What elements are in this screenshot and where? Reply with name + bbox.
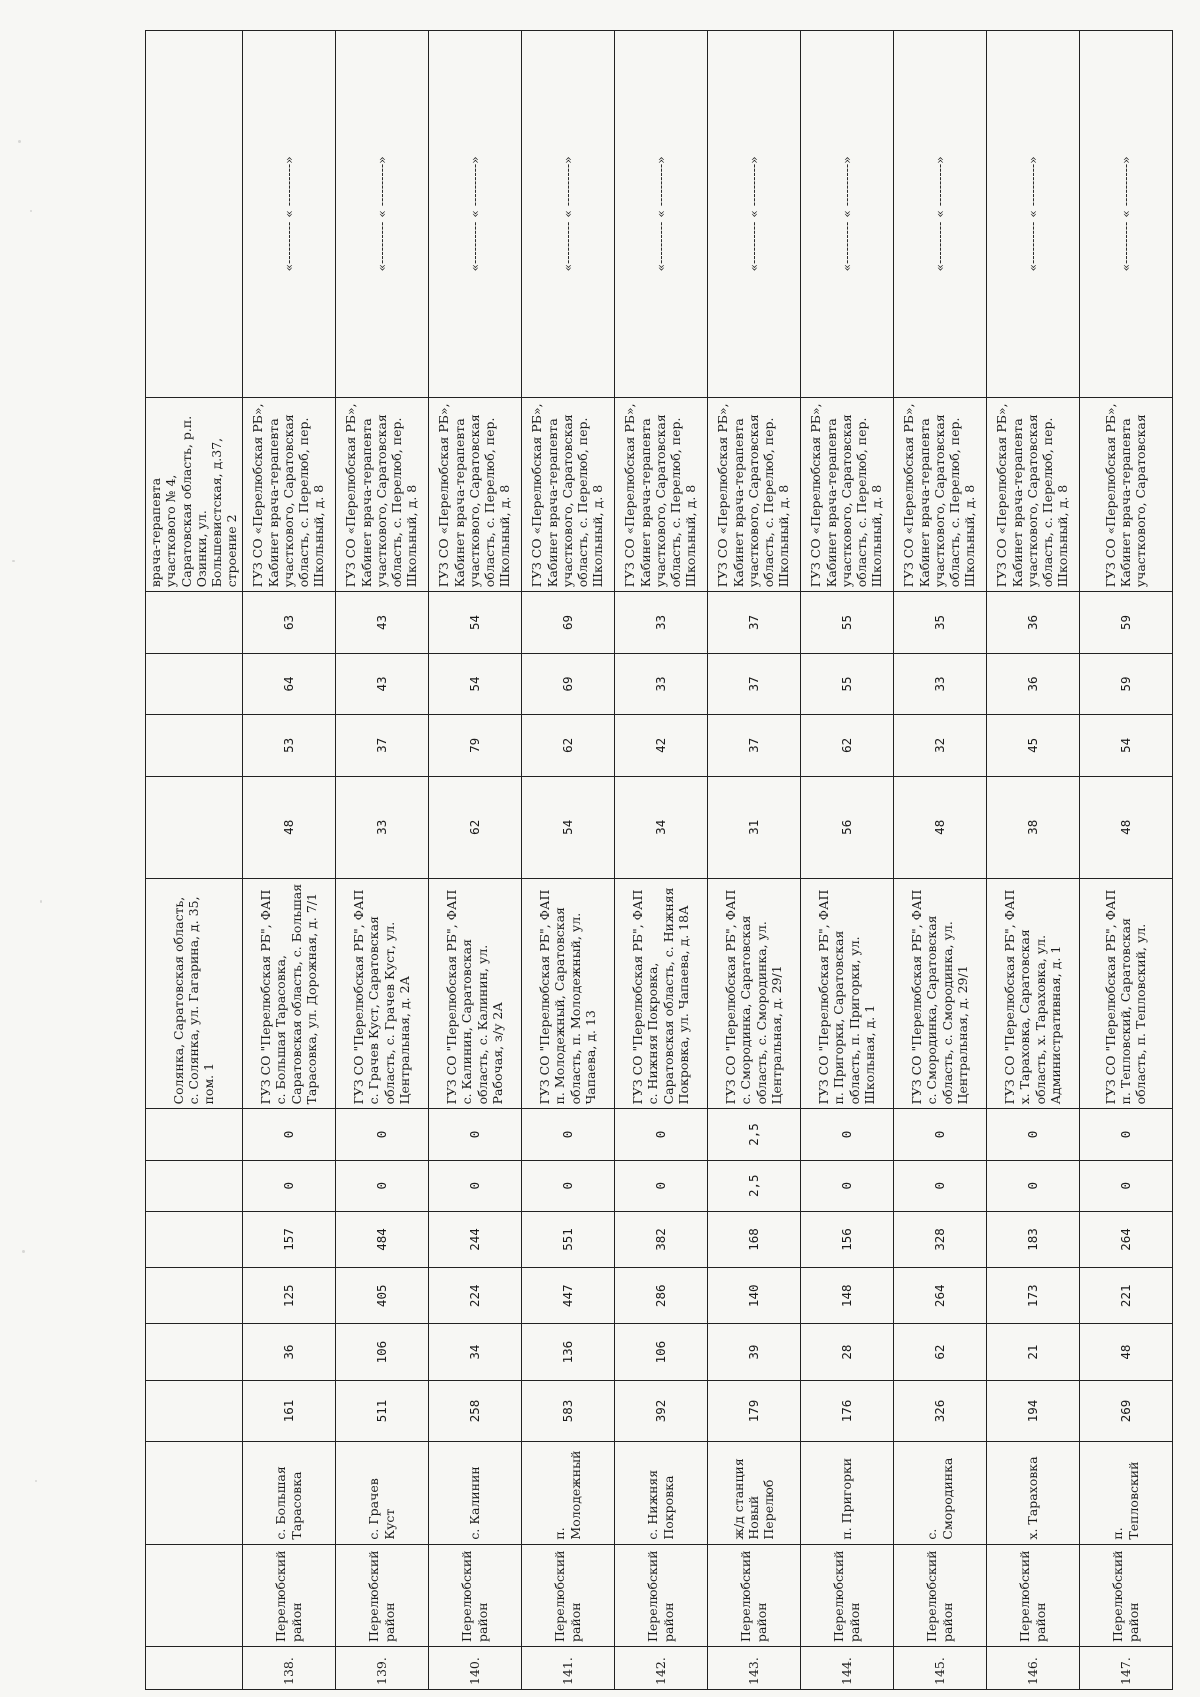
value-cell: 35 xyxy=(893,592,986,653)
value-cell: 48 xyxy=(1079,1324,1172,1380)
value-cell: 62 xyxy=(893,1324,986,1380)
row-number: 139. xyxy=(335,1647,428,1690)
value-cell: 511 xyxy=(335,1380,428,1441)
value-cell: 55 xyxy=(800,653,893,714)
value-cell: 53 xyxy=(242,715,335,776)
settlement-cell: ж/д станция Новый Перелюб xyxy=(707,1442,800,1544)
office-cell: ГУЗ СО «Перелюбская РБ», Кабинет врача-терапевта участкового, Саратовская область, с. Перелюб, пер. Школьный, д. 8 xyxy=(800,397,893,592)
value-cell: 54 xyxy=(428,592,521,653)
value-cell: 32 xyxy=(893,715,986,776)
row-number: 142. xyxy=(614,1647,707,1690)
row-number: 147. xyxy=(1079,1647,1172,1690)
office-cell: ГУЗ СО «Перелюбская РБ», Кабинет врача-терапевта участкового, Саратовская область, с. Перелюб, пер. Школьный, д. 8 xyxy=(986,397,1079,592)
settlement-cell: с. Смородинка xyxy=(893,1442,986,1544)
office-cell: ГУЗ СО «Перелюбская РБ», Кабинет врача-терапевта участкового, Саратовская xyxy=(1079,397,1172,592)
district-cell: Перелюбский район xyxy=(1079,1544,1172,1646)
settlement-cell: с. Большая Тарасовка xyxy=(242,1442,335,1544)
table-row-continuation xyxy=(146,31,243,1690)
office-cell: ГУЗ СО «Перелюбская РБ», Кабинет врача-терапевта участкового, Саратовская область, с. Перелюб, пер. Школьный, д. 8 xyxy=(707,397,800,592)
value-cell: 0 xyxy=(335,1160,428,1211)
value-cell: 125 xyxy=(242,1268,335,1324)
value-cell: 551 xyxy=(521,1211,614,1267)
ditto-mark: «---------- « ----------» xyxy=(335,31,428,398)
value-cell: 0 xyxy=(986,1160,1079,1211)
ditto-mark: «---------- « ----------» xyxy=(893,31,986,398)
table-row xyxy=(242,31,335,1690)
fap-address-cell: Солянка, Саратовская область, с. Солянка, ул. Гагарина, д. 35, пом. 1 xyxy=(146,879,243,1109)
row-number: 138. xyxy=(242,1647,335,1690)
fap-address-cell: ГУЗ СО "Перелюбская РБ", ФАП с. Смородинка, Саратовская область, с. Смородинка, ул. Центральная, д. 29/1 xyxy=(707,879,800,1109)
register-table xyxy=(145,30,1173,1690)
value-cell: 0 xyxy=(521,1109,614,1160)
value-cell: 37 xyxy=(707,592,800,653)
value-cell: 43 xyxy=(335,653,428,714)
table-row xyxy=(800,31,893,1690)
value-cell: 48 xyxy=(893,776,986,878)
district-cell: Перелюбский район xyxy=(335,1544,428,1646)
value-cell: 39 xyxy=(707,1324,800,1380)
value-cell: 2,5 xyxy=(707,1109,800,1160)
value-cell: 286 xyxy=(614,1268,707,1324)
table-row xyxy=(707,31,800,1690)
ditto-mark: «---------- « ----------» xyxy=(614,31,707,398)
value-cell: 37 xyxy=(335,715,428,776)
ditto-mark: «---------- « ----------» xyxy=(242,31,335,398)
district-cell: Перелюбский район xyxy=(521,1544,614,1646)
value-cell: 0 xyxy=(1079,1160,1172,1211)
district-cell: Перелюбский район xyxy=(614,1544,707,1646)
value-cell: 173 xyxy=(986,1268,1079,1324)
rotated-table-wrapper xyxy=(145,30,1149,1690)
value-cell: 0 xyxy=(242,1160,335,1211)
fap-address-cell: ГУЗ СО "Перелюбская РБ", ФАП п. Тепловский, Саратовская область, п. Тепловский, ул. xyxy=(1079,879,1172,1109)
value-cell: 54 xyxy=(428,653,521,714)
row-number: 143. xyxy=(707,1647,800,1690)
settlement-cell: с. Нижняя Покровка xyxy=(614,1442,707,1544)
table-row xyxy=(428,31,521,1690)
table-row xyxy=(986,31,1079,1690)
table-row xyxy=(893,31,986,1690)
settlement-cell: х. Тараховка xyxy=(986,1442,1079,1544)
fap-address-cell: ГУЗ СО "Перелюбская РБ", ФАП х. Тараховка, Саратовская область, х. Тараховка, ул. Административная, д. 1 xyxy=(986,879,1079,1109)
district-cell: Перелюбский район xyxy=(800,1544,893,1646)
value-cell: 33 xyxy=(614,592,707,653)
value-cell: 0 xyxy=(614,1109,707,1160)
value-cell: 221 xyxy=(1079,1268,1172,1324)
value-cell: 43 xyxy=(335,592,428,653)
value-cell: 37 xyxy=(707,715,800,776)
value-cell: 224 xyxy=(428,1268,521,1324)
fap-address-cell: ГУЗ СО "Перелюбская РБ", ФАП п. Молодежный, Саратовская область, п. Молодежный, ул. Чапаева, д. 13 xyxy=(521,879,614,1109)
table-row xyxy=(1079,31,1172,1690)
table-row xyxy=(614,31,707,1690)
value-cell: 0 xyxy=(428,1109,521,1160)
settlement-cell: с. Грачев Куст xyxy=(335,1442,428,1544)
value-cell: 244 xyxy=(428,1211,521,1267)
table-row xyxy=(521,31,614,1690)
value-cell: 405 xyxy=(335,1268,428,1324)
office-cell: ГУЗ СО «Перелюбская РБ», Кабинет врача-терапевта участкового, Саратовская область, с. Перелюб, пер. Школьный, д. 8 xyxy=(521,397,614,592)
fap-address-cell: ГУЗ СО "Перелюбская РБ", ФАП с. Калинин, Саратовская область, с. Калинин, ул. Рабочая, з/у 2А xyxy=(428,879,521,1109)
value-cell: 21 xyxy=(986,1324,1079,1380)
value-cell: 69 xyxy=(521,592,614,653)
value-cell: 0 xyxy=(335,1109,428,1160)
value-cell: 258 xyxy=(428,1380,521,1441)
value-cell: 36 xyxy=(986,653,1079,714)
ditto-mark: «---------- « ----------» xyxy=(1079,31,1172,398)
office-cell: ГУЗ СО «Перелюбская РБ», Кабинет врача-терапевта участкового, Саратовская область, с. Перелюб, пер. Школьный, д. 8 xyxy=(335,397,428,592)
value-cell: 55 xyxy=(800,592,893,653)
value-cell: 62 xyxy=(521,715,614,776)
value-cell: 54 xyxy=(521,776,614,878)
value-cell: 326 xyxy=(893,1380,986,1441)
value-cell: 34 xyxy=(614,776,707,878)
row-number: 146. xyxy=(986,1647,1079,1690)
value-cell: 583 xyxy=(521,1380,614,1441)
fap-address-cell: ГУЗ СО "Перелюбская РБ", ФАП с. Смородинка, Саратовская область, с. Смородинка, ул. Центральная, д. 29/1 xyxy=(893,879,986,1109)
value-cell: 183 xyxy=(986,1211,1079,1267)
value-cell: 157 xyxy=(242,1211,335,1267)
ditto-mark: «---------- « ----------» xyxy=(428,31,521,398)
value-cell: 0 xyxy=(1079,1109,1172,1160)
value-cell: 54 xyxy=(1079,715,1172,776)
fap-address-cell: ГУЗ СО "Перелюбская РБ", ФАП с. Грачев Куст, Саратовская область, с. Грачев Куст, ул. Центральная, д. 2А xyxy=(335,879,428,1109)
value-cell: 148 xyxy=(800,1268,893,1324)
fap-address-cell: ГУЗ СО "Перелюбская РБ", ФАП п. Пригорки, Саратовская область, п. Пригорки, ул. Школьная, д. 1 xyxy=(800,879,893,1109)
fap-address-cell: ГУЗ СО "Перелюбская РБ", ФАП с. Нижняя Покровка, Саратовская область, с. Нижняя Покровка, ул. Чапаева, д. 18А xyxy=(614,879,707,1109)
district-cell: Перелюбский район xyxy=(428,1544,521,1646)
value-cell: 79 xyxy=(428,715,521,776)
value-cell: 33 xyxy=(335,776,428,878)
settlement-cell: п. Молодежный xyxy=(521,1442,614,1544)
value-cell: 168 xyxy=(707,1211,800,1267)
value-cell: 0 xyxy=(893,1109,986,1160)
value-cell: 45 xyxy=(986,715,1079,776)
value-cell: 63 xyxy=(242,592,335,653)
ditto-mark: «---------- « ----------» xyxy=(800,31,893,398)
value-cell: 62 xyxy=(428,776,521,878)
value-cell: 447 xyxy=(521,1268,614,1324)
value-cell: 106 xyxy=(335,1324,428,1380)
value-cell: 136 xyxy=(521,1324,614,1380)
value-cell: 36 xyxy=(242,1324,335,1380)
value-cell: 36 xyxy=(986,592,1079,653)
value-cell: 0 xyxy=(521,1160,614,1211)
value-cell: 2,5 xyxy=(707,1160,800,1211)
value-cell: 38 xyxy=(986,776,1079,878)
value-cell: 106 xyxy=(614,1324,707,1380)
value-cell: 59 xyxy=(1079,653,1172,714)
value-cell: 269 xyxy=(1079,1380,1172,1441)
value-cell: 37 xyxy=(707,653,800,714)
value-cell: 69 xyxy=(521,653,614,714)
value-cell: 194 xyxy=(986,1380,1079,1441)
district-cell: Перелюбский район xyxy=(707,1544,800,1646)
value-cell: 33 xyxy=(614,653,707,714)
ditto-mark: «---------- « ----------» xyxy=(707,31,800,398)
value-cell: 382 xyxy=(614,1211,707,1267)
value-cell: 0 xyxy=(800,1109,893,1160)
value-cell: 328 xyxy=(893,1211,986,1267)
district-cell: Перелюбский район xyxy=(893,1544,986,1646)
settlement-cell: п. Тепловский xyxy=(1079,1442,1172,1544)
row-number: 144. xyxy=(800,1647,893,1690)
value-cell: 0 xyxy=(614,1160,707,1211)
settlement-cell: п. Пригорки xyxy=(800,1442,893,1544)
value-cell: 0 xyxy=(800,1160,893,1211)
value-cell: 31 xyxy=(707,776,800,878)
value-cell: 392 xyxy=(614,1380,707,1441)
value-cell: 264 xyxy=(1079,1211,1172,1267)
value-cell: 28 xyxy=(800,1324,893,1380)
value-cell: 0 xyxy=(242,1109,335,1160)
value-cell: 33 xyxy=(893,653,986,714)
value-cell: 0 xyxy=(986,1109,1079,1160)
district-cell: Перелюбский район xyxy=(242,1544,335,1646)
ditto-mark: «---------- « ----------» xyxy=(986,31,1079,398)
office-cell: ГУЗ СО «Перелюбская РБ», Кабинет врача-терапевта участкового, Саратовская область, с. Перелюб, пер. Школьный, д. 8 xyxy=(242,397,335,592)
office-cell: врача-терапевта участкового № 4, Саратовская область, р.п. Озинки, ул. Большевистская, д.37, строение 2 xyxy=(146,397,243,592)
row-number: 145. xyxy=(893,1647,986,1690)
value-cell: 179 xyxy=(707,1380,800,1441)
office-cell: ГУЗ СО «Перелюбская РБ», Кабинет врача-терапевта участкового, Саратовская область, с. Перелюб, пер. Школьный, д. 8 xyxy=(614,397,707,592)
settlement-cell: с. Калинин xyxy=(428,1442,521,1544)
value-cell: 0 xyxy=(893,1160,986,1211)
office-cell: ГУЗ СО «Перелюбская РБ», Кабинет врача-терапевта участкового, Саратовская область, с. Перелюб, пер. Школьный, д. 8 xyxy=(893,397,986,592)
ditto-mark: «---------- « ----------» xyxy=(521,31,614,398)
value-cell: 59 xyxy=(1079,592,1172,653)
value-cell: 48 xyxy=(242,776,335,878)
value-cell: 161 xyxy=(242,1380,335,1441)
value-cell: 62 xyxy=(800,715,893,776)
value-cell: 264 xyxy=(893,1268,986,1324)
value-cell: 48 xyxy=(1079,776,1172,878)
row-number: 140. xyxy=(428,1647,521,1690)
value-cell: 140 xyxy=(707,1268,800,1324)
value-cell: 156 xyxy=(800,1211,893,1267)
fap-address-cell: ГУЗ СО "Перелюбская РБ", ФАП с. Большая Тарасовка, Саратовская область, с. Большая Тарасовка, ул. Дорожная, д. 7/1 xyxy=(242,879,335,1109)
value-cell: 34 xyxy=(428,1324,521,1380)
value-cell: 176 xyxy=(800,1380,893,1441)
row-number: 141. xyxy=(521,1647,614,1690)
table-row xyxy=(335,31,428,1690)
value-cell: 0 xyxy=(428,1160,521,1211)
value-cell: 64 xyxy=(242,653,335,714)
value-cell: 484 xyxy=(335,1211,428,1267)
office-cell: ГУЗ СО «Перелюбская РБ», Кабинет врача-терапевта участкового, Саратовская область, с. Перелюб, пер. Школьный, д. 8 xyxy=(428,397,521,592)
district-cell: Перелюбский район xyxy=(986,1544,1079,1646)
value-cell: 56 xyxy=(800,776,893,878)
value-cell: 42 xyxy=(614,715,707,776)
